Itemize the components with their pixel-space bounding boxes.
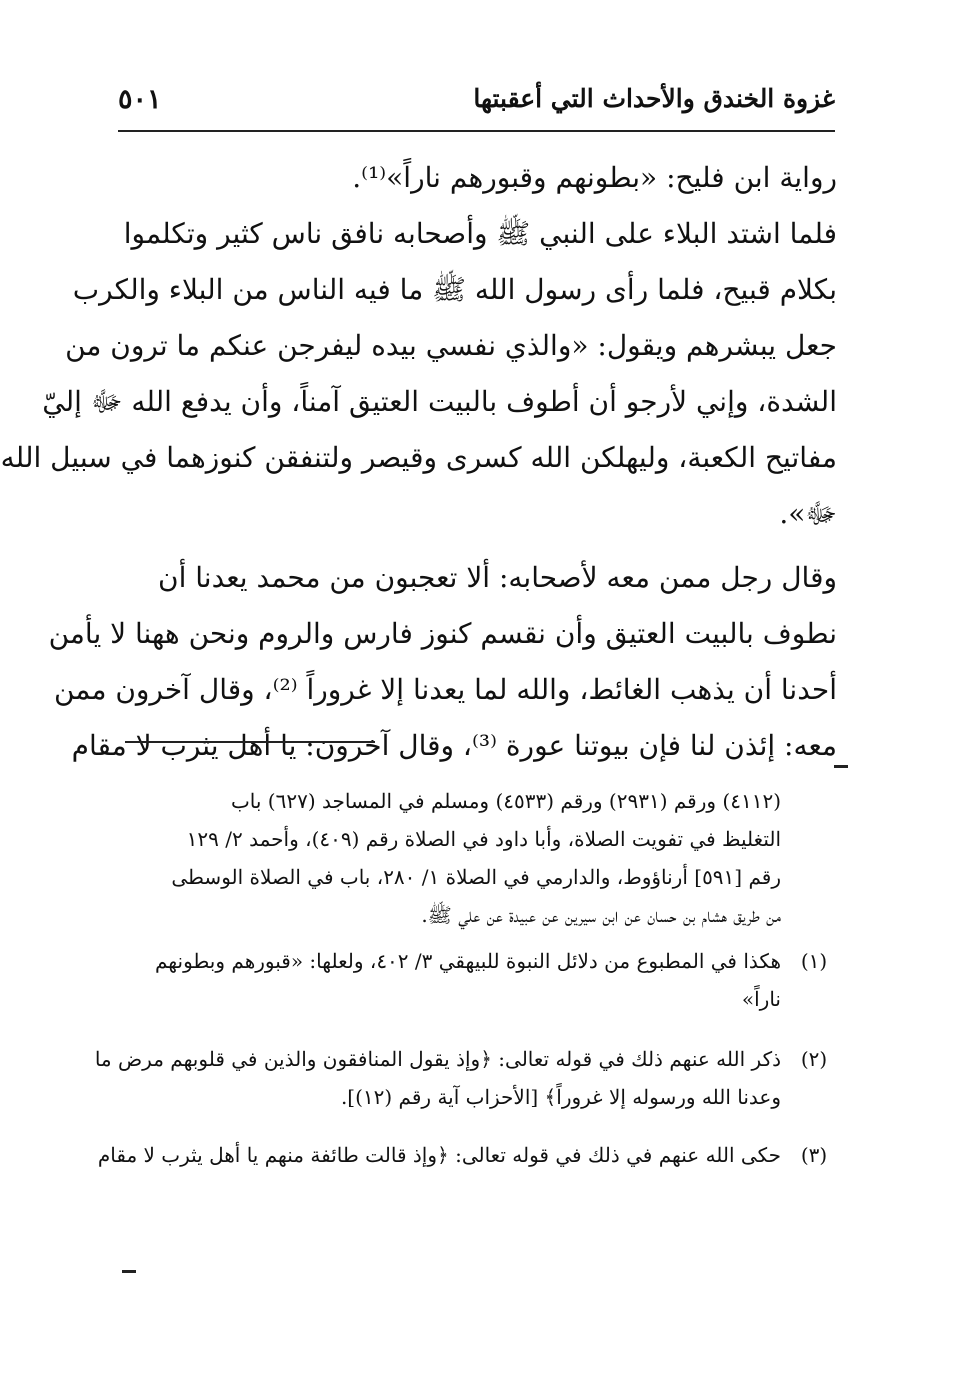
text-line: معه: إئذن لنا فإن بيوتنا عورة ⁽³⁾، وقال آخرون: يا أهل يثرب لا مقام — [71, 729, 837, 762]
footnote-line: هكذا في المطبوع من دلائل النبوة للبيهقي ٣/ ٤٠٢، ولعلها: «قبورهم وبطونهم — [154, 949, 781, 973]
footnote-continuation-line: (٤١١٢) ورقم (٢٩٣١) ورقم (٤٥٣٣) ومسلم في المساجد (٦٢٧) باب — [230, 789, 781, 813]
footnote-continuation-line: التغليظ في تفويت الصلاة، وأبا داود في الصلاة رقم (٤٠٩)، وأحمد ٢/ ١٢٩ — [186, 827, 781, 851]
footnote-1 — [118, 942, 837, 1018]
text-line: مفاتيح الكعبة، وليهلكن الله كسرى وقيصر ولتنفقن كنوزهما في سبيل الله — [0, 441, 837, 474]
margin-mark — [122, 1270, 136, 1273]
footnote-line: ذكر الله عنهم ذلك في قوله تعالى: ﴿وإذ يقول المنافقون والذين في قلوبهم مرض ما — [94, 1047, 781, 1071]
text-line: جعل يبشرهم ويقول: «والذي نفسي بيده ليفرجن عنكم ما ترون من — [65, 329, 837, 362]
text-line: نطوف بالبيت العتيق وأن نقسم كنوز فارس والروم ونحن ههنا لا يأمن — [48, 617, 837, 650]
text-line: رواية ابن فليح: «بطونهم وقبورهم ناراً»⁽¹⁾. — [352, 161, 837, 194]
footnotes — [94, 782, 837, 1174]
text-line: وقال رجل ممن معه لأصحابه: ألا تعجبون من محمد يعدنا أن — [158, 561, 837, 594]
footnote-number: (١) — [800, 949, 828, 973]
header-rule — [118, 130, 835, 132]
footnote-2 — [94, 1040, 837, 1116]
footnote-line: حكى الله عنهم في ذلك في قوله تعالى: ﴿وإذ قالت طائفة منهم يا أهل يثرب لا مقام — [97, 1143, 781, 1167]
text-line: بكلام قبيح، فلما رأى رسول الله ﷺ ما فيه الناس من البلاء والكرب — [72, 273, 837, 306]
text-line: ﷻ». — [779, 497, 837, 530]
footnote-continuation-line: رقم [٥٩١] أرناؤوط، والدارمي في الصلاة ١/ ٢٨٠، باب في الصلاة الوسطى — [171, 865, 781, 889]
footnote-continuation-line: من طريق هشام بن حسان عن ابن سيرين عن عبيدة عن علي ﷺ. — [421, 903, 781, 927]
footnote-number: (٢) — [800, 1047, 828, 1071]
chapter-title: غزوة الخندق والأحداث التي أعقبتها — [473, 84, 835, 113]
text-line: أحدنا أن يذهب الغائط، والله لما يعدنا إلا غروراً ⁽²⁾، وقال آخرون ممن — [53, 673, 837, 706]
main-text — [0, 150, 837, 774]
footnote-number: (٣) — [800, 1143, 828, 1167]
footnote-3 — [97, 1136, 837, 1174]
footnote-line: وعدنا الله ورسوله إلا غروراً﴾ [الأحزاب آية رقم (١٢)]. — [340, 1085, 781, 1109]
footnote-line: ناراً» — [741, 987, 781, 1011]
footnote-separator — [125, 741, 375, 743]
running-header — [118, 82, 835, 126]
text-line: الشدة، وإني لأرجو أن أطوف بالبيت العتيق آمناً، وأن يدفع الله ﷻ إليّ — [42, 385, 837, 418]
page-number: ٥٠١ — [118, 84, 162, 115]
text-line: فلما اشتد البلاء على النبي ﷺ وأصحابه نافق ناس كثير وتكلموا — [123, 217, 837, 250]
margin-mark — [834, 765, 848, 768]
